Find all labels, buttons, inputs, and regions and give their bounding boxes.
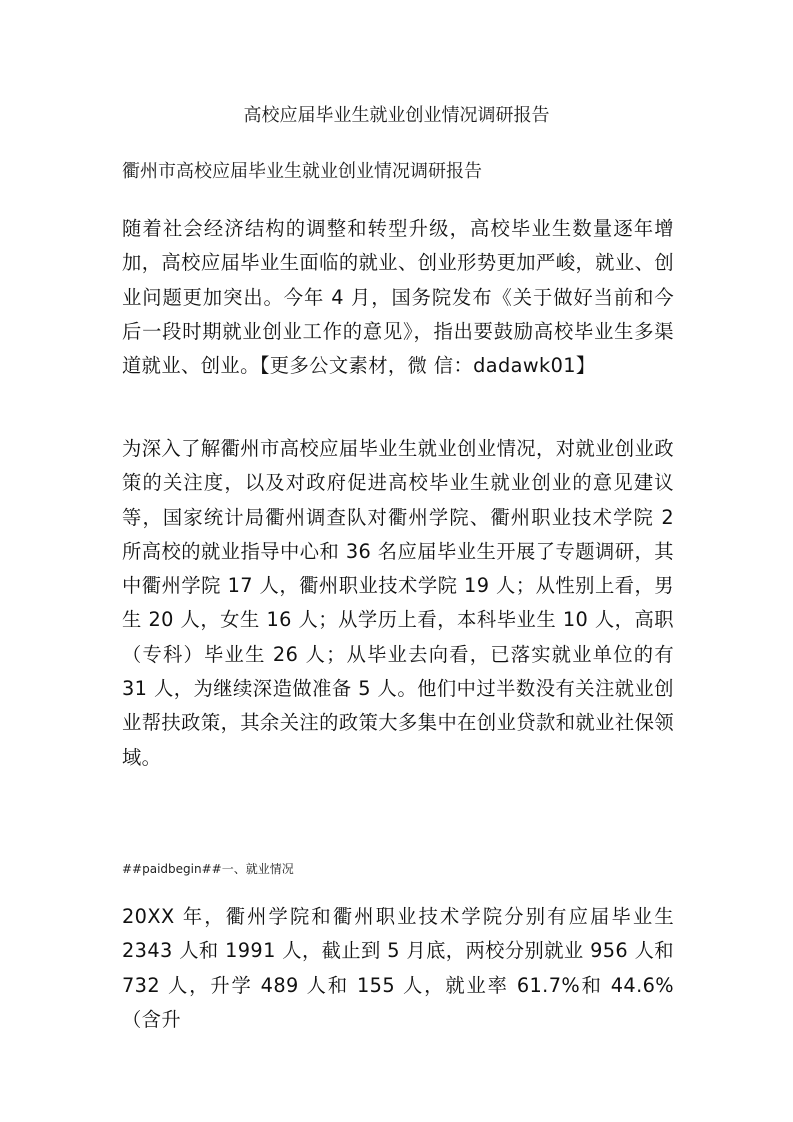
document-subtitle: 衢州市高校应届毕业生就业创业情况调研报告 [122, 161, 482, 182]
paragraph-intro: 随着社会经济结构的调整和转型升级，高校毕业生数量逐年增加，高校应届毕业生面临的就业、创业形势更加严峻，就业、创业问题更加突出。今年 4 月，国务院发布《关于做好当前和今后一段时期就业创业工作的意见》，指出要鼓励高校毕业生多渠道就业、创业。【更多公文素材，微 信：dadawk01】 [122, 217, 674, 378]
document-title: 高校应届毕业生就业创业情况调研报告 [243, 105, 550, 126]
paragraph-survey: 为深入了解衢州市高校应届毕业生就业创业情况，对就业创业政策的关注度，以及对政府促进高校毕业生就业创业的意见建议等，国家统计局衢州调查队对衢州学院、衢州职业技术学院 2 所高校的就业指导中心和 36 名应届毕业生开展了专题调研，其中衢州学院 17 人，衢州职业技术学院 19 人；从性别上看，男生 20 人，女生 16 人；从学历上看，本科毕业生 10 人，高职（专科）毕业生 26 人；从毕业去向看，已落实就业单位的有 31 人，为继续深造做准备 5 人。他们中过半数没有关注就业创业帮扶政策，其余关注的政策大多集中在创业贷款和就业社保领域。 [122, 437, 674, 769]
section-heading-employment: ##paidbegin##一、就业情况 [122, 862, 294, 876]
paragraph-employment-stats: 20XX 年，衢州学院和衢州职业技术学院分别有应届毕业生 2343 人和 1991 人，截止到 5 月底，两校分别就业 956 人和 732 人，升学 489 人和 155 人，就业率 61.7%和 44.6%（含升 [122, 905, 674, 1031]
